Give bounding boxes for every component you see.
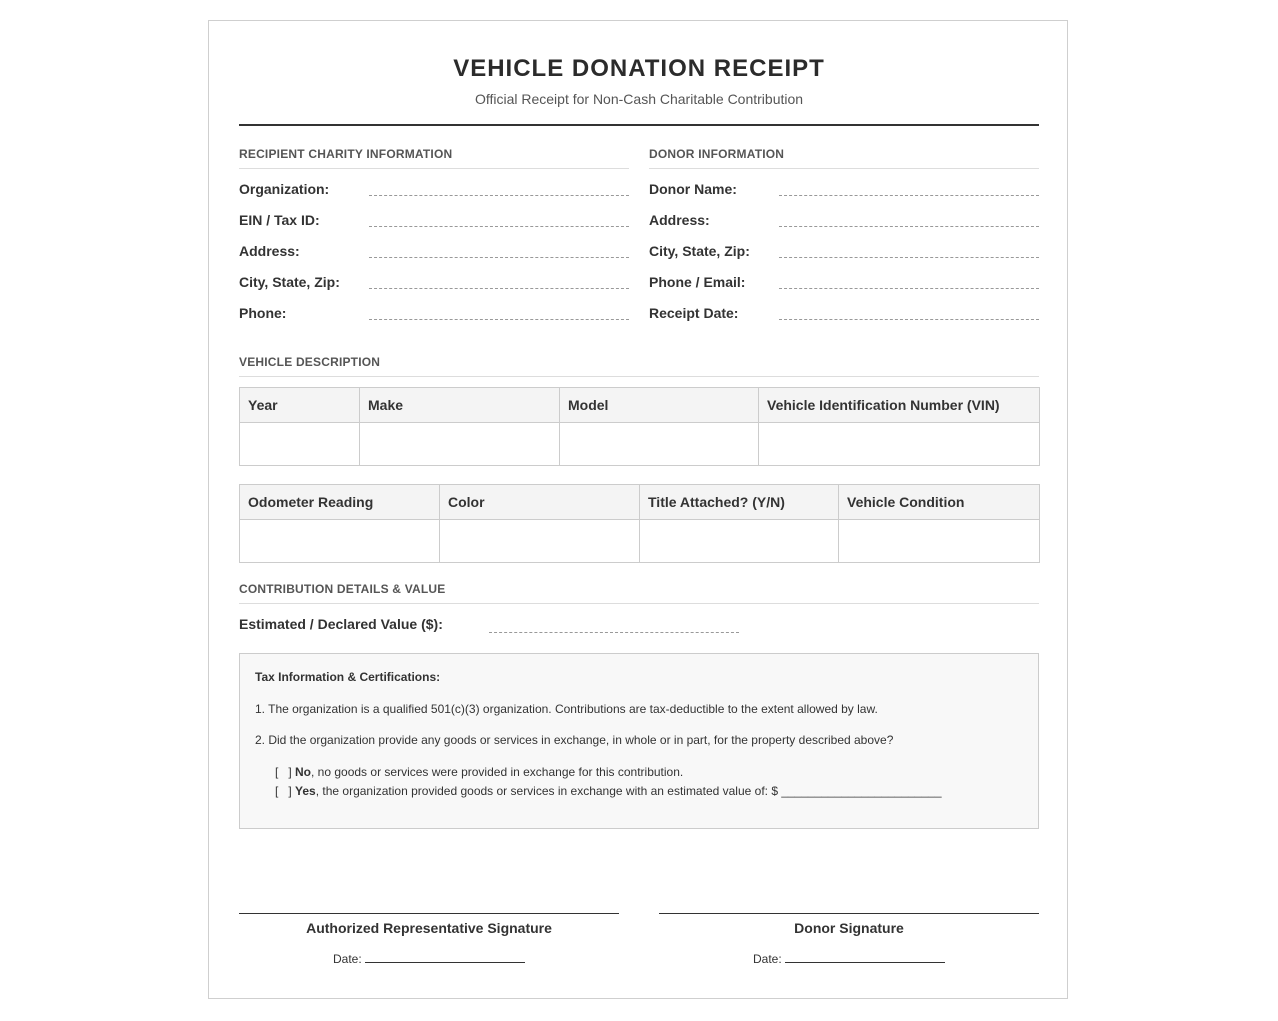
field-label: City, State, Zip:	[649, 243, 750, 259]
representative-signature-block	[239, 913, 619, 966]
vehicle-table-2	[239, 484, 1040, 563]
charity-phone-row	[239, 305, 629, 325]
vin-cell[interactable]	[759, 423, 1040, 466]
field-label: Organization:	[239, 181, 330, 197]
make-cell[interactable]	[360, 423, 560, 466]
donor-city-row	[649, 243, 1039, 263]
header-divider	[239, 124, 1039, 126]
column-header-year: Year	[240, 388, 360, 423]
option-no-text: , no goods or services were provided in exchange for this contribution.	[311, 765, 684, 779]
receipt-date-input-line[interactable]	[779, 319, 1039, 320]
charity-address-input-line[interactable]	[369, 257, 629, 258]
charity-ein-row	[239, 212, 629, 232]
donor-address-input-line[interactable]	[779, 226, 1039, 227]
donor-signature-label: Donor Signature	[794, 920, 904, 936]
condition-cell[interactable]	[839, 520, 1040, 563]
year-cell[interactable]	[240, 423, 360, 466]
declared-value-input-line[interactable]	[489, 632, 739, 633]
field-label: Phone / Email:	[649, 274, 746, 290]
table-row	[240, 423, 1040, 466]
date-label: Date:	[752, 952, 782, 966]
donor-address-row	[649, 212, 1039, 232]
column-header-condition: Vehicle Condition	[839, 485, 1040, 520]
declared-value-label: Estimated / Declared Value ($):	[239, 616, 443, 632]
option-yes[interactable]	[275, 784, 942, 798]
tax-statement-1: 1. The organization is a qualified 501(c)(3) organization. Contributions are tax-deductible to the extent allowed by law.	[255, 702, 878, 716]
column-header-make: Make	[360, 388, 560, 423]
date-label: Date:	[332, 952, 362, 966]
charity-city-input-line[interactable]	[369, 288, 629, 289]
charity-address-row	[239, 243, 629, 263]
tax-heading: Tax Information & Certifications:	[255, 670, 441, 684]
title-attached-cell[interactable]	[640, 520, 839, 563]
donor-name-row	[649, 181, 1039, 201]
column-header-model: Model	[560, 388, 759, 423]
field-label: Donor Name:	[649, 181, 737, 197]
page-subtitle: Official Receipt for Non-Cash Charitable Contribution	[474, 91, 804, 107]
donor-signature-block	[659, 913, 1039, 966]
field-label: Address:	[239, 243, 300, 259]
page-title: VEHICLE DONATION RECEIPT	[453, 55, 825, 82]
representative-date	[239, 952, 619, 966]
field-label: EIN / Tax ID:	[239, 212, 320, 228]
donor-date-line[interactable]	[785, 952, 945, 963]
representative-date-line[interactable]	[365, 952, 525, 963]
option-no[interactable]	[275, 765, 683, 779]
column-header-color: Color	[440, 485, 640, 520]
vehicle-table-1	[239, 387, 1040, 466]
charity-phone-input-line[interactable]	[369, 319, 629, 320]
charity-organization-row	[239, 181, 629, 201]
field-label: Phone:	[239, 305, 287, 321]
checkbox-no[interactable]: [ ]	[275, 765, 292, 779]
donor-date	[659, 952, 1039, 966]
tax-certification-box	[239, 653, 1039, 829]
vehicle-section-heading: VEHICLE DESCRIPTION	[239, 355, 1039, 377]
tax-statement-2: 2. Did the organization provide any goods or services in exchange, in whole or in part, for the property described above?	[255, 733, 894, 747]
receipt-date-row	[649, 305, 1039, 325]
field-label: Receipt Date:	[649, 305, 739, 321]
color-cell[interactable]	[440, 520, 640, 563]
column-header-odometer: Odometer Reading	[240, 485, 440, 520]
donor-signature-line[interactable]	[659, 913, 1039, 914]
field-label: City, State, Zip:	[239, 274, 340, 290]
organization-input-line[interactable]	[369, 195, 629, 196]
charity-city-row	[239, 274, 629, 294]
donor-contact-row	[649, 274, 1039, 294]
odometer-cell[interactable]	[240, 520, 440, 563]
column-header-title-attached: Title Attached? (Y/N)	[640, 485, 839, 520]
ein-input-line[interactable]	[369, 226, 629, 227]
representative-signature-line[interactable]	[239, 913, 619, 914]
donor-name-input-line[interactable]	[779, 195, 1039, 196]
donor-contact-input-line[interactable]	[779, 288, 1039, 289]
option-no-label: No	[295, 765, 312, 779]
field-label: Address:	[649, 212, 710, 228]
charity-section-heading: RECIPIENT CHARITY INFORMATION	[239, 147, 629, 169]
donor-section-heading: DONOR INFORMATION	[649, 147, 1039, 169]
table-row	[240, 520, 1040, 563]
representative-signature-label: Authorized Representative Signature	[306, 920, 552, 936]
donor-city-input-line[interactable]	[779, 257, 1039, 258]
contribution-section-heading: CONTRIBUTION DETAILS & VALUE	[239, 582, 1039, 604]
column-header-vin: Vehicle Identification Number (VIN)	[759, 388, 1040, 423]
receipt-page	[208, 20, 1068, 999]
option-yes-text: , the organization provided goods or services in exchange with an estimated value of: $ ________________________	[315, 784, 942, 798]
model-cell[interactable]	[560, 423, 759, 466]
checkbox-yes[interactable]: [ ]	[275, 784, 292, 798]
option-yes-label: Yes	[295, 784, 316, 798]
